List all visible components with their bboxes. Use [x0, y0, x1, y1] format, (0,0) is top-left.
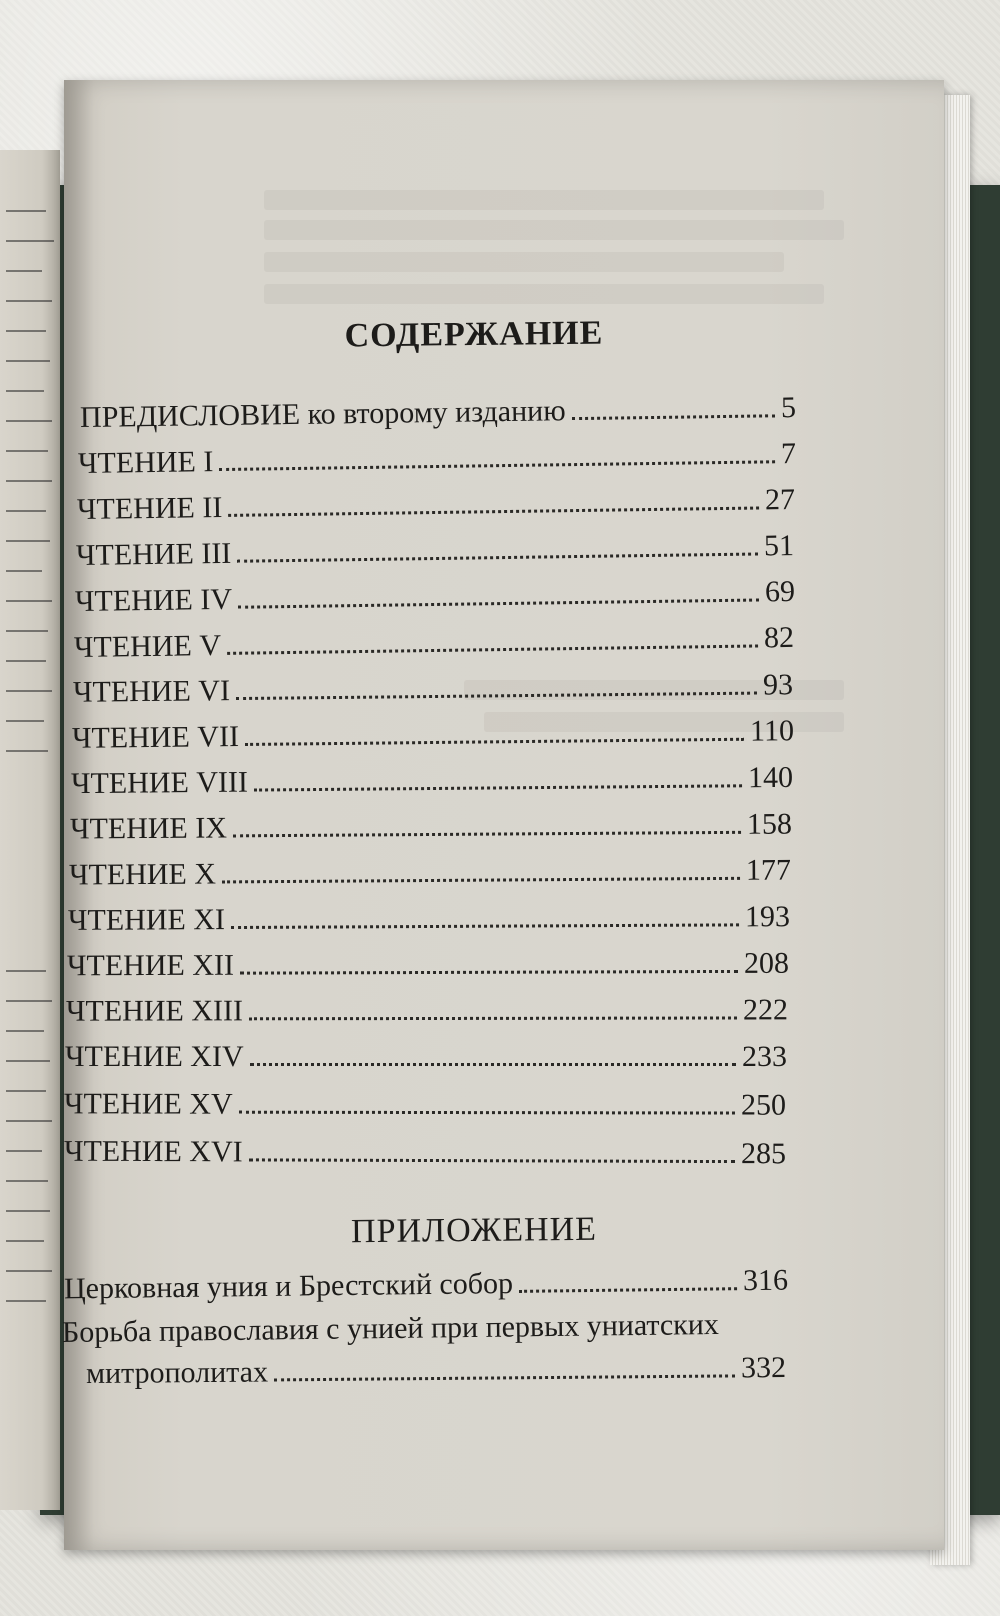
leader-dots — [245, 737, 744, 745]
leader-dots — [222, 876, 740, 883]
appendix-entry-label-line1: Борьба православия с унией при первых униатских — [61, 1307, 720, 1350]
appendix-entry-label-line2: митрополитах — [85, 1355, 269, 1391]
appendix-title: ПРИЛОЖЕНИЕ — [350, 1210, 598, 1251]
leader-dots — [228, 506, 759, 516]
appendix-entry — [86, 1351, 786, 1391]
toc-entry-page: 193 — [744, 900, 791, 934]
leader-dots — [274, 1374, 735, 1381]
toc-entry — [67, 947, 789, 984]
leader-dots — [240, 969, 738, 974]
toc-entry — [69, 853, 791, 892]
toc-entry-label: ЧТЕНИЕ XV — [63, 1087, 233, 1121]
leader-dots — [231, 923, 739, 929]
appendix-entry-page: 332 — [740, 1350, 787, 1385]
toc-entry-page: 27 — [764, 482, 796, 517]
appendix-entry-page: 316 — [742, 1263, 789, 1298]
previous-page-edge — [0, 150, 60, 1510]
toc-entry-label: ЧТЕНИЕ III — [75, 536, 232, 573]
toc-entry-label: ЧТЕНИЕ I — [77, 445, 214, 481]
toc-entry-label: ЧТЕНИЕ XI — [67, 903, 226, 937]
toc-entry — [78, 437, 796, 481]
leader-dots — [238, 598, 759, 608]
toc-entry — [64, 1087, 786, 1122]
leader-dots — [250, 1063, 736, 1066]
leader-dots — [249, 1158, 735, 1163]
toc-entry-label: ЧТЕНИЕ V — [73, 628, 222, 665]
toc-entry — [64, 1135, 786, 1172]
leader-dots — [227, 644, 758, 654]
toc-entry-page: 69 — [764, 574, 796, 609]
toc-entry — [75, 575, 795, 619]
toc-entry-page: 140 — [747, 760, 794, 795]
toc-entry-label: ЧТЕНИЕ XIV — [65, 1040, 244, 1073]
toc-entry-page: 177 — [745, 853, 792, 887]
toc-entry — [77, 483, 795, 527]
toc-entry-page: 82 — [763, 620, 795, 655]
book-page — [61, 80, 944, 1550]
toc-entry-label: ЧТЕНИЕ XII — [66, 948, 235, 983]
toc-entry-page: 7 — [780, 436, 797, 471]
leader-dots — [236, 691, 757, 699]
leader-dots — [572, 414, 775, 420]
toc-entry-label: ЧТЕНИЕ VIII — [70, 765, 249, 801]
toc-entry-label: ЧТЕНИЕ VI — [72, 674, 231, 709]
toc-entry-page: 110 — [749, 714, 795, 748]
toc-entry — [74, 621, 794, 665]
appendix-entry-label: Церковная уния и Брестский собор — [63, 1266, 514, 1306]
toc-entry-label: ЧТЕНИЕ X — [68, 857, 217, 892]
leader-dots — [219, 460, 775, 471]
toc-entry-page: 93 — [762, 668, 794, 702]
toc-entry-page: 285 — [740, 1137, 787, 1171]
toc-entry-page: 222 — [742, 993, 789, 1027]
toc-entry — [76, 529, 794, 573]
toc-entry-label: ЧТЕНИЕ IV — [74, 582, 233, 619]
page-title: СОДЕРЖАНИЕ — [344, 314, 604, 355]
toc-entry — [73, 668, 793, 710]
toc-entry-label: ЧТЕНИЕ XIII — [65, 994, 243, 1028]
toc-entry-page: 208 — [743, 946, 790, 980]
toc-entry — [65, 1040, 787, 1074]
toc-entry — [80, 391, 796, 435]
toc-entry-label: ЧТЕНИЕ II — [76, 490, 223, 527]
toc-entry — [70, 807, 792, 846]
leader-dots — [519, 1287, 737, 1293]
toc-entry-page: 250 — [740, 1088, 787, 1122]
toc-entry — [72, 714, 794, 756]
leader-dots — [254, 784, 742, 791]
toc-entry-label: ЧТЕНИЕ VII — [71, 720, 240, 755]
leader-dots — [237, 552, 758, 562]
toc-entry-page: 233 — [742, 1040, 787, 1073]
leader-dots — [239, 1110, 735, 1114]
toc-entry-page: 158 — [746, 807, 793, 841]
toc-entry — [71, 761, 793, 801]
toc-entry-page: 5 — [780, 391, 797, 425]
leader-dots — [233, 830, 741, 837]
toc-entry-label: ПРЕДИСЛОВИЕ ко второму изданию — [79, 394, 566, 434]
leader-dots — [249, 1016, 737, 1020]
toc-entry — [68, 900, 790, 938]
toc-entry-page: 51 — [763, 528, 795, 563]
toc-entry-label: ЧТЕНИЕ IX — [69, 811, 228, 846]
toc-entry — [66, 993, 788, 1028]
toc-entry-label: ЧТЕНИЕ XVI — [63, 1134, 243, 1169]
